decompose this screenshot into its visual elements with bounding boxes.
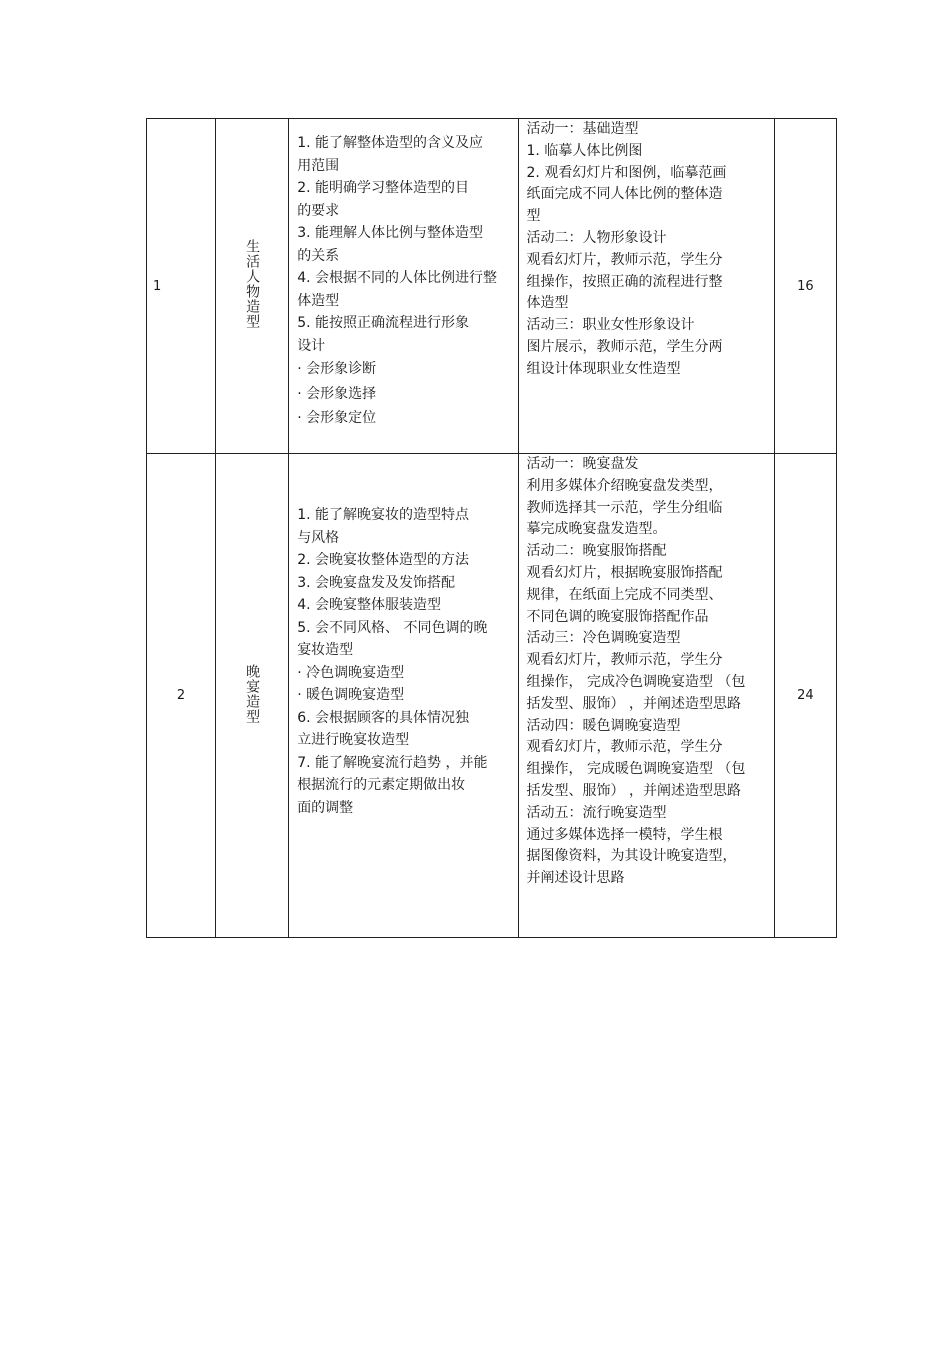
activity-line: 括发型、服饰） ，并阐述造型思路 bbox=[526, 695, 741, 712]
goal-line: 5. 能按照正确流程进行形象 bbox=[297, 315, 469, 331]
activity-line: 活动五：流行晚宴造型 bbox=[526, 804, 667, 821]
activity-line: 体造型 bbox=[526, 295, 569, 312]
activity-line: 活动二：人物形象设计 bbox=[526, 229, 667, 246]
goal-line: 6. 会根据顾客的具体情况独 bbox=[297, 709, 469, 726]
activity-line: 图片展示，教师示范，学生分两 bbox=[526, 338, 723, 355]
module-title-cell bbox=[216, 454, 289, 938]
activity-line: 通过多媒体选择一模特，学生根 bbox=[526, 826, 723, 843]
goal-line: 与风格 bbox=[297, 529, 340, 546]
activity-line: 2. 观看幻灯片和图例，临摹范画 bbox=[526, 164, 727, 181]
activity-line: 型 bbox=[526, 208, 541, 225]
goal-line: 体造型 bbox=[297, 292, 340, 309]
goal-line: 4. 会晚宴整体服装造型 bbox=[297, 597, 441, 613]
goal-line: 2. 会晚宴妆整体造型的方法 bbox=[297, 552, 469, 568]
activity-line: 观看幻灯片，教师示范，学生分 bbox=[526, 251, 723, 268]
activity-line: 观看幻灯片，根据晚宴服饰搭配 bbox=[526, 564, 723, 581]
goal-line: · 暖色调晚宴造型 bbox=[297, 687, 405, 703]
goal-line: 宴妆造型 bbox=[297, 642, 354, 658]
goal-line: · 冷色调晚宴造型 bbox=[297, 664, 405, 681]
goal-line: 面的调整 bbox=[297, 799, 354, 816]
row-number: 1 bbox=[147, 119, 216, 454]
table-row bbox=[147, 454, 837, 938]
goal-line: 7. 能了解晚宴流行趋势 ，并能 bbox=[297, 754, 488, 771]
activity-line: 观看幻灯片，教师示范，学生分 bbox=[526, 652, 723, 669]
activity-line: 不同色调的晚宴服饰搭配作品 bbox=[526, 608, 709, 625]
goal-line: 5. 会不同风格、 不同色调的晚 bbox=[297, 619, 488, 636]
goal-line: 1. 能了解晚宴妆的造型特点 bbox=[297, 507, 469, 523]
goal-line: 4. 会根据不同的人体比例进行整 bbox=[297, 270, 497, 286]
activity-line: 据图像资料，为其设计晚宴造型， bbox=[526, 848, 737, 865]
activity-line: 利用多媒体介绍晚宴盘发类型， bbox=[526, 477, 723, 494]
goal-line: 设计 bbox=[297, 337, 326, 354]
activity-line: 组设计体现职业女性造型 bbox=[526, 360, 681, 377]
module-title: 生活人物造型 bbox=[244, 239, 261, 329]
goal-line: 2. 能明确学习整体造型的目 bbox=[297, 180, 469, 196]
activity-line: 活动三：职业女性形象设计 bbox=[526, 317, 695, 334]
activity-line: 纸面完成不同人体比例的整体造 bbox=[526, 186, 723, 203]
hours: 16 bbox=[774, 119, 836, 454]
curriculum-table bbox=[146, 118, 837, 938]
activity-line: 1. 临摹人体比例图 bbox=[526, 142, 643, 159]
row-number: 2 bbox=[147, 454, 216, 938]
goal-bullet: · 会形象诊断 bbox=[297, 361, 377, 377]
goal-line: 的要求 bbox=[297, 202, 340, 219]
activity-line: 活动一：基础造型 bbox=[526, 121, 639, 137]
module-title-cell bbox=[216, 119, 289, 454]
activities bbox=[518, 119, 774, 454]
goal-line: 3. 能理解人体比例与整体造型 bbox=[297, 225, 483, 241]
goal-line: 立进行晚宴妆造型 bbox=[297, 732, 410, 748]
learning-goals bbox=[289, 454, 518, 938]
activity-line: 并阐述设计思路 bbox=[526, 870, 625, 887]
activity-line: 活动二：晚宴服饰搭配 bbox=[526, 543, 667, 560]
activity-line: 规律，在纸面上完成不同类型、 bbox=[526, 586, 723, 603]
activity-line: 括发型、服饰） ，并阐述造型思路 bbox=[526, 782, 741, 799]
activity-line: 摹完成晚宴盘发造型。 bbox=[526, 521, 667, 538]
table-row bbox=[147, 119, 837, 454]
activity-line: 活动四：暖色调晚宴造型 bbox=[526, 717, 681, 734]
activity-line: 组操作， 完成冷色调晚宴造型 （包 bbox=[526, 673, 746, 690]
learning-goals bbox=[289, 119, 518, 454]
activity-line: 活动三：冷色调晚宴造型 bbox=[526, 630, 681, 647]
goal-bullet: · 会形象选择 bbox=[297, 385, 377, 402]
activity-line: 观看幻灯片，教师示范，学生分 bbox=[526, 739, 723, 756]
module-title: 晚宴造型 bbox=[244, 663, 261, 724]
activity-line: 教师选择其一示范，学生分组临 bbox=[526, 499, 723, 516]
activity-line: 活动一：晚宴盘发 bbox=[526, 456, 639, 472]
goal-line: 用范围 bbox=[297, 157, 340, 174]
goal-line: 根据流行的元素定期做出妆 bbox=[297, 777, 466, 793]
activity-line: 组操作， 完成暖色调晚宴造型 （包 bbox=[526, 761, 746, 778]
goal-line: 1. 能了解整体造型的含义及应 bbox=[297, 135, 483, 151]
activities bbox=[518, 454, 774, 938]
goal-bullet: · 会形象定位 bbox=[297, 410, 377, 426]
hours: 24 bbox=[774, 454, 836, 938]
goal-line: 的关系 bbox=[297, 247, 340, 264]
activity-line: 组操作，按照正确的流程进行整 bbox=[526, 273, 723, 290]
goal-line: 3. 会晚宴盘发及发饰搭配 bbox=[297, 574, 455, 591]
